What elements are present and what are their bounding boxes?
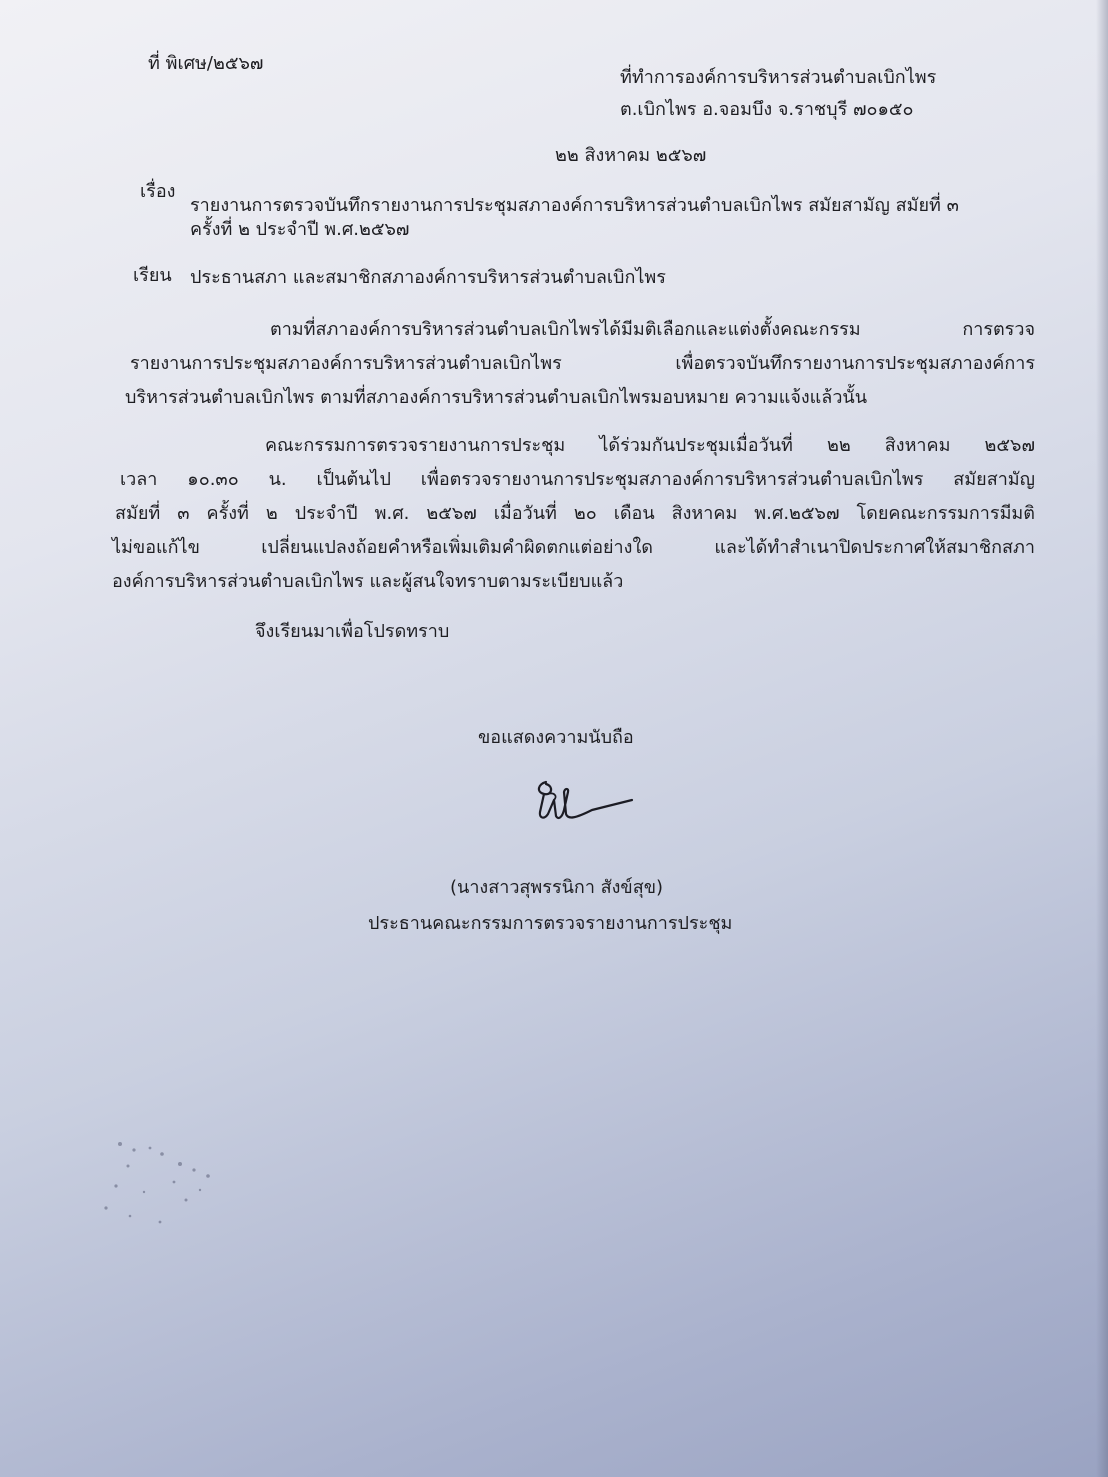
recipient-label: เรียน — [133, 265, 172, 286]
subject-line-1: รายงานการตรวจบันทึกรายงานการประชุมสภาองค์การบริหารส่วนตำบลเบิกไพร สมัยสามัญ สมัยที่ ๓ — [190, 195, 959, 216]
handwritten-signature — [532, 770, 642, 830]
ink-smudge-marks — [90, 1130, 250, 1240]
sender-address-line-1: ที่ทำการองค์การบริหารส่วนตำบลเบิกไพร — [620, 67, 937, 88]
letter-date: ๒๒ สิงหาคม ๒๕๖๗ — [555, 145, 707, 166]
sender-address-line-2: ต.เบิกไพร อ.จอมบึง จ.ราชบุรี ๗๐๑๕๐ — [620, 99, 914, 120]
subject-line-2: ครั้งที่ ๒ ประจำปี พ.ศ.๒๕๖๗ — [190, 219, 410, 240]
paragraph-2-line-1: คณะกรรมการตรวจรายงานการประชุม ได้ร่วมกันประชุมเมื่อวันที่ ๒๒ สิงหาคม ๒๕๖๗ — [265, 435, 1035, 456]
paragraph-2-line-3: สมัยที่ ๓ ครั้งที่ ๒ ประจำปี พ.ศ. ๒๕๖๗ เมื่อวันที่ ๒๐ เดือน สิงหาคม พ.ศ.๒๕๖๗ โดยคณะกรรมการมีมติ — [115, 503, 1035, 524]
paragraph-1-line-2: รายงานการประชุมสภาองค์การบริหารส่วนตำบลเบิกไพร เพื่อตรวจบันทึกรายงานการประชุมสภาองค์การ — [130, 353, 1035, 374]
paragraph-1-line-1: ตามที่สภาองค์การบริหารส่วนตำบลเบิกไพรได้มีมติเลือกและแต่งตั้งคณะกรรม การตรวจ — [270, 319, 1035, 340]
paragraph-2-line-2: เวลา ๑๐.๓๐ น. เป็นต้นไป เพื่อตรวจรายงานการประชุมสภาองค์การบริหารส่วนตำบลเบิกไพร สมัยสามัญ — [120, 469, 1035, 490]
page-edge-shadow — [1096, 0, 1108, 1477]
paragraph-2-line-4: ไม่ขอแก้ไข เปลี่ยนแปลงถ้อยคำหรือเพิ่มเติมคำผิดตกแต่อย่างใด และได้ทำสำเนาปิดประกาศให้สมาชิกสภา — [112, 537, 1035, 558]
subject-label: เรื่อง — [140, 181, 176, 202]
paragraph-2-line-5: องค์การบริหารส่วนตำบลเบิกไพร และผู้สนใจทราบตามระเบียบแล้ว — [112, 571, 624, 592]
paragraph-1-line-3: บริหารส่วนตำบลเบิกไพร ตามที่สภาองค์การบริหารส่วนตำบลเบิกไพรมอบหมาย ความแจ้งแล้วนั้น — [125, 387, 868, 408]
salutation: ขอแสดงความนับถือ — [478, 727, 634, 748]
reference-number: ที่ พิเศษ/๒๕๖๗ — [148, 53, 264, 74]
signer-name: (นางสาวสุพรรนิกา สังข์สุข) — [450, 877, 664, 898]
closing-request: จึงเรียนมาเพื่อโปรดทราบ — [255, 621, 450, 642]
recipient-text: ประธานสภา และสมาชิกสภาองค์การบริหารส่วนตำบลเบิกไพร — [190, 267, 666, 288]
signer-title: ประธานคณะกรรมการตรวจรายงานการประชุม — [368, 913, 733, 934]
